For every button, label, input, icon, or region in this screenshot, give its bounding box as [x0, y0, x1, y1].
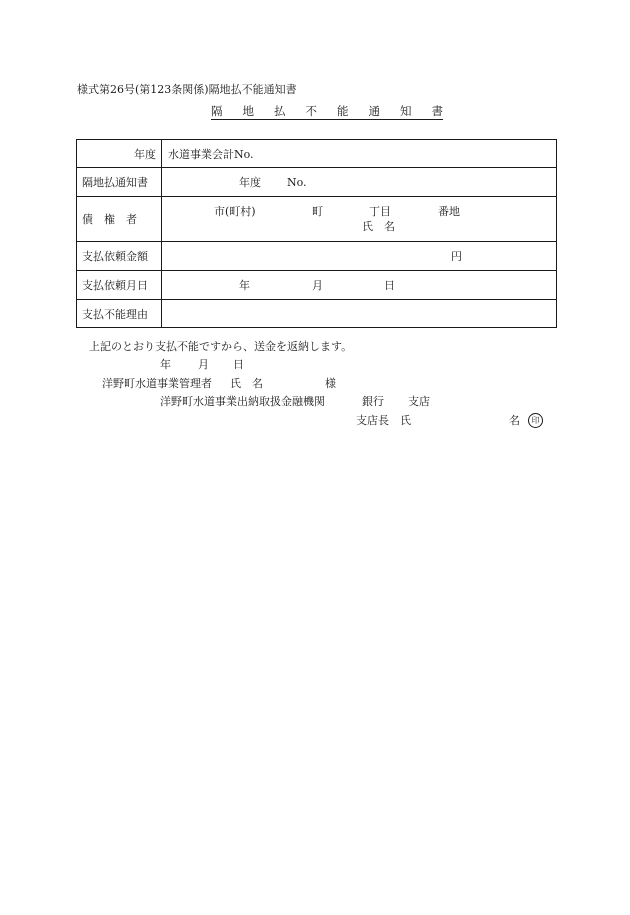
- chome-field: 丁目: [369, 205, 391, 218]
- label-cell: [77, 300, 162, 328]
- table-row-reason: [77, 300, 557, 328]
- label-cell: [77, 168, 162, 197]
- branch-manager-label: 支店長 氏: [356, 414, 411, 427]
- seal-icon: [528, 413, 543, 428]
- document-title: [211, 105, 443, 120]
- reason-label: 支払不能理由: [82, 307, 148, 321]
- creditor-label: 債 権 者: [82, 213, 137, 226]
- date-day: 日: [233, 358, 244, 371]
- notice-year-field: 年度: [239, 176, 261, 189]
- label-cell: [77, 197, 162, 242]
- table-row-fiscal-year: [77, 140, 557, 168]
- value-cell: [162, 242, 557, 271]
- label-cell: [77, 140, 162, 168]
- notice-number-field: No.: [287, 176, 307, 189]
- notice-form-table: [76, 139, 557, 328]
- amount-label: 支払依頼金額: [82, 250, 148, 263]
- fiscal-year-label: 年度: [134, 147, 156, 161]
- value-cell: [162, 140, 557, 168]
- institution-label: 洋野町水道事業出納取扱金融機関: [160, 395, 325, 408]
- request-year-field: 年: [239, 279, 250, 292]
- value-cell: [162, 197, 557, 242]
- seal-mark: 印: [528, 413, 543, 428]
- label-cell: [77, 271, 162, 300]
- date-year: 年: [160, 358, 171, 371]
- table-row-notice: [77, 168, 557, 197]
- title-char: 隔: [211, 104, 223, 118]
- title-char: 書: [431, 104, 443, 118]
- account-number-field: 水道事業会計No.: [168, 147, 254, 161]
- request-day-field: 日: [384, 279, 395, 292]
- reason-value-cell: [162, 300, 557, 328]
- manager-honorific: 様: [325, 377, 336, 390]
- title-char: 知: [400, 104, 412, 118]
- table-row-creditor: [77, 197, 557, 242]
- title-char: 不: [305, 104, 317, 118]
- title-char: 通: [368, 104, 380, 118]
- title-char: 地: [242, 104, 254, 118]
- value-cell: [162, 168, 557, 197]
- branch-label: 支店: [408, 395, 430, 408]
- title-char: 能: [337, 104, 349, 118]
- title-char: 払: [274, 104, 286, 118]
- form-reference: 様式第26号(第123条関係)隔地払不能通知書: [77, 83, 297, 96]
- return-statement: 上記のとおり支払不能ですから、送金を返納します。: [89, 340, 353, 353]
- yen-unit: 円: [451, 250, 462, 263]
- banchi-field: 番地: [438, 205, 460, 218]
- bank-label: 銀行: [362, 395, 384, 408]
- town-field: 町: [312, 205, 323, 218]
- request-month-field: 月: [312, 279, 323, 292]
- table-row-amount: [77, 242, 557, 271]
- date-month: 月: [198, 358, 209, 371]
- manager-title: 洋野町水道事業管理者: [102, 377, 212, 390]
- manager-name-label: 氏 名: [230, 377, 263, 390]
- table-row-date: [77, 271, 557, 300]
- branch-manager-name-suffix: 名: [509, 414, 520, 427]
- city-field: 市(町村): [214, 205, 256, 218]
- request-date-label: 支払依頼月日: [82, 279, 148, 292]
- label-cell: [77, 242, 162, 271]
- value-cell: [162, 271, 557, 300]
- creditor-name-field: 氏 名: [362, 220, 395, 233]
- notice-label: 隔地払通知書: [82, 176, 148, 189]
